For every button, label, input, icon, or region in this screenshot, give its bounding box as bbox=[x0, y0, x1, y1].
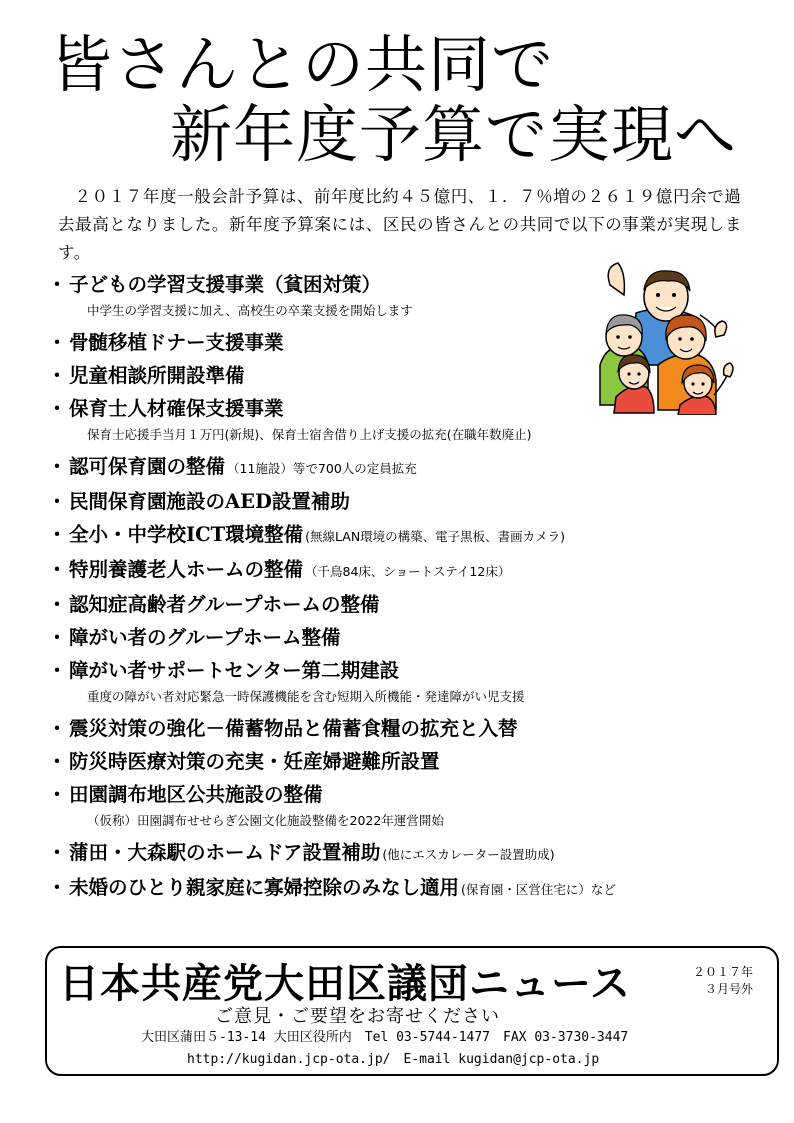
bullet-mark: ・ bbox=[47, 783, 67, 806]
item-detail: 重度の障がい者対応緊急一時保護機能を含む短期入所機能・発達障がい児支援 bbox=[87, 689, 525, 704]
item-title: 障がい者サポートセンター第二期建設 bbox=[69, 659, 400, 682]
newsletter-title: 日本共産党大田区議団ニュース bbox=[59, 961, 631, 1007]
item-title: 未婚のひとり親家庭に寡婦控除のみなし適用 bbox=[69, 876, 460, 899]
list-item bbox=[45, 326, 755, 359]
list-item bbox=[45, 712, 755, 745]
list-item bbox=[45, 392, 755, 425]
item-detail: 中学生の学習支援に加え、高校生の卒業支援を開始します bbox=[87, 303, 413, 318]
project-list bbox=[45, 268, 755, 906]
item-title: 保育士人材確保支援事業 bbox=[69, 397, 284, 420]
issue-year: ２０１７年 bbox=[692, 965, 753, 979]
bullet-mark: ・ bbox=[47, 876, 67, 899]
bullet-mark: ・ bbox=[47, 717, 67, 740]
bullet-mark: ・ bbox=[47, 273, 67, 296]
item-detail: 保育士応援手当月１万円(新規)、保育士宿舎借り上げ支援の拡充(在職年数廃止) bbox=[87, 427, 532, 442]
list-item bbox=[45, 485, 755, 518]
list-item bbox=[45, 518, 755, 553]
item-note: (無線LAN環境の構築、電子黒板、書画カメラ) bbox=[305, 529, 566, 544]
list-item bbox=[45, 778, 755, 811]
item-title: 田園調布地区公共施設の整備 bbox=[69, 783, 323, 806]
headline-line-2: 新年度予算で実現へ bbox=[170, 98, 738, 171]
bullet-mark: ・ bbox=[47, 558, 67, 581]
headline-line-1: 皆さんとの共同で bbox=[50, 28, 555, 101]
item-title: 蒲田・大森駅のホームドア設置補助 bbox=[69, 841, 381, 864]
item-note: (保育園・区営住宅に）など bbox=[461, 882, 616, 897]
item-note: (他にエスカレーター設置助成) bbox=[382, 847, 555, 862]
feedback-request: ご意見・ご要望をお寄せください bbox=[215, 1006, 500, 1027]
item-title: 認可保育園の整備 bbox=[69, 455, 226, 478]
issue-date bbox=[693, 964, 753, 998]
item-detail: （仮称）田園調布せせらぎ公園文化施設整備を2022年運営開始 bbox=[87, 813, 444, 828]
list-item bbox=[45, 359, 755, 392]
item-title: 防災時医療対策の充実・妊産婦避難所設置 bbox=[69, 750, 440, 773]
intro-paragraph: ２０１７年度一般会計予算は、前年度比約４５億円、１．７％増の２６１９億円余で過去最高となりました。新年度予算案には、区民の皆さんとの共同で以下の事業が実現します。 bbox=[58, 187, 742, 262]
newsletter-footer bbox=[45, 946, 779, 1076]
bullet-mark: ・ bbox=[47, 841, 67, 864]
item-title: 骨髄移植ドナー支援事業 bbox=[69, 331, 284, 354]
list-item bbox=[45, 621, 755, 654]
bullet-mark: ・ bbox=[47, 626, 67, 649]
bullet-mark: ・ bbox=[47, 455, 67, 478]
list-item bbox=[45, 588, 755, 621]
list-item bbox=[45, 654, 755, 687]
bullet-mark: ・ bbox=[47, 593, 67, 616]
item-note: （千鳥84床、ショートステイ12床） bbox=[305, 564, 511, 579]
contact-address: 大田区蒲田５-13-14 大田区役所内 Tel 03-5744-1477 FAX 03-3730-3447 bbox=[141, 1030, 629, 1045]
issue-number: ３月号外 bbox=[704, 982, 753, 996]
bullet-mark: ・ bbox=[47, 659, 67, 682]
item-title: 特別養護老人ホームの整備 bbox=[69, 558, 304, 581]
item-title: 全小・中学校ICT環境整備 bbox=[69, 523, 304, 546]
list-item bbox=[45, 553, 755, 588]
bullet-mark: ・ bbox=[47, 364, 67, 387]
list-item bbox=[45, 268, 755, 301]
item-note: （11施設）等で700人の定員拡充 bbox=[227, 461, 417, 476]
contact-web-email: http://kugidan.jcp-ota.jp/ E-mail kugidan@jcp-ota.jp bbox=[187, 1052, 600, 1067]
list-item bbox=[45, 871, 755, 906]
item-title: 児童相談所開設準備 bbox=[69, 364, 245, 387]
bullet-mark: ・ bbox=[47, 523, 67, 546]
item-title: 子どもの学習支援事業（貧困対策） bbox=[69, 273, 382, 296]
bullet-mark: ・ bbox=[47, 750, 67, 773]
list-item bbox=[45, 450, 755, 485]
bullet-mark: ・ bbox=[47, 331, 67, 354]
item-title: 障がい者のグループホーム整備 bbox=[69, 626, 341, 649]
item-title: 震災対策の強化－備蓄物品と備蓄食糧の拡充と入替 bbox=[69, 717, 518, 740]
list-item bbox=[45, 836, 755, 871]
item-title: 民間保育園施設のAED設置補助 bbox=[69, 490, 350, 513]
list-item bbox=[45, 745, 755, 778]
bullet-mark: ・ bbox=[47, 397, 67, 420]
bullet-mark: ・ bbox=[47, 490, 67, 513]
item-title: 認知症高齢者グループホームの整備 bbox=[69, 593, 380, 616]
